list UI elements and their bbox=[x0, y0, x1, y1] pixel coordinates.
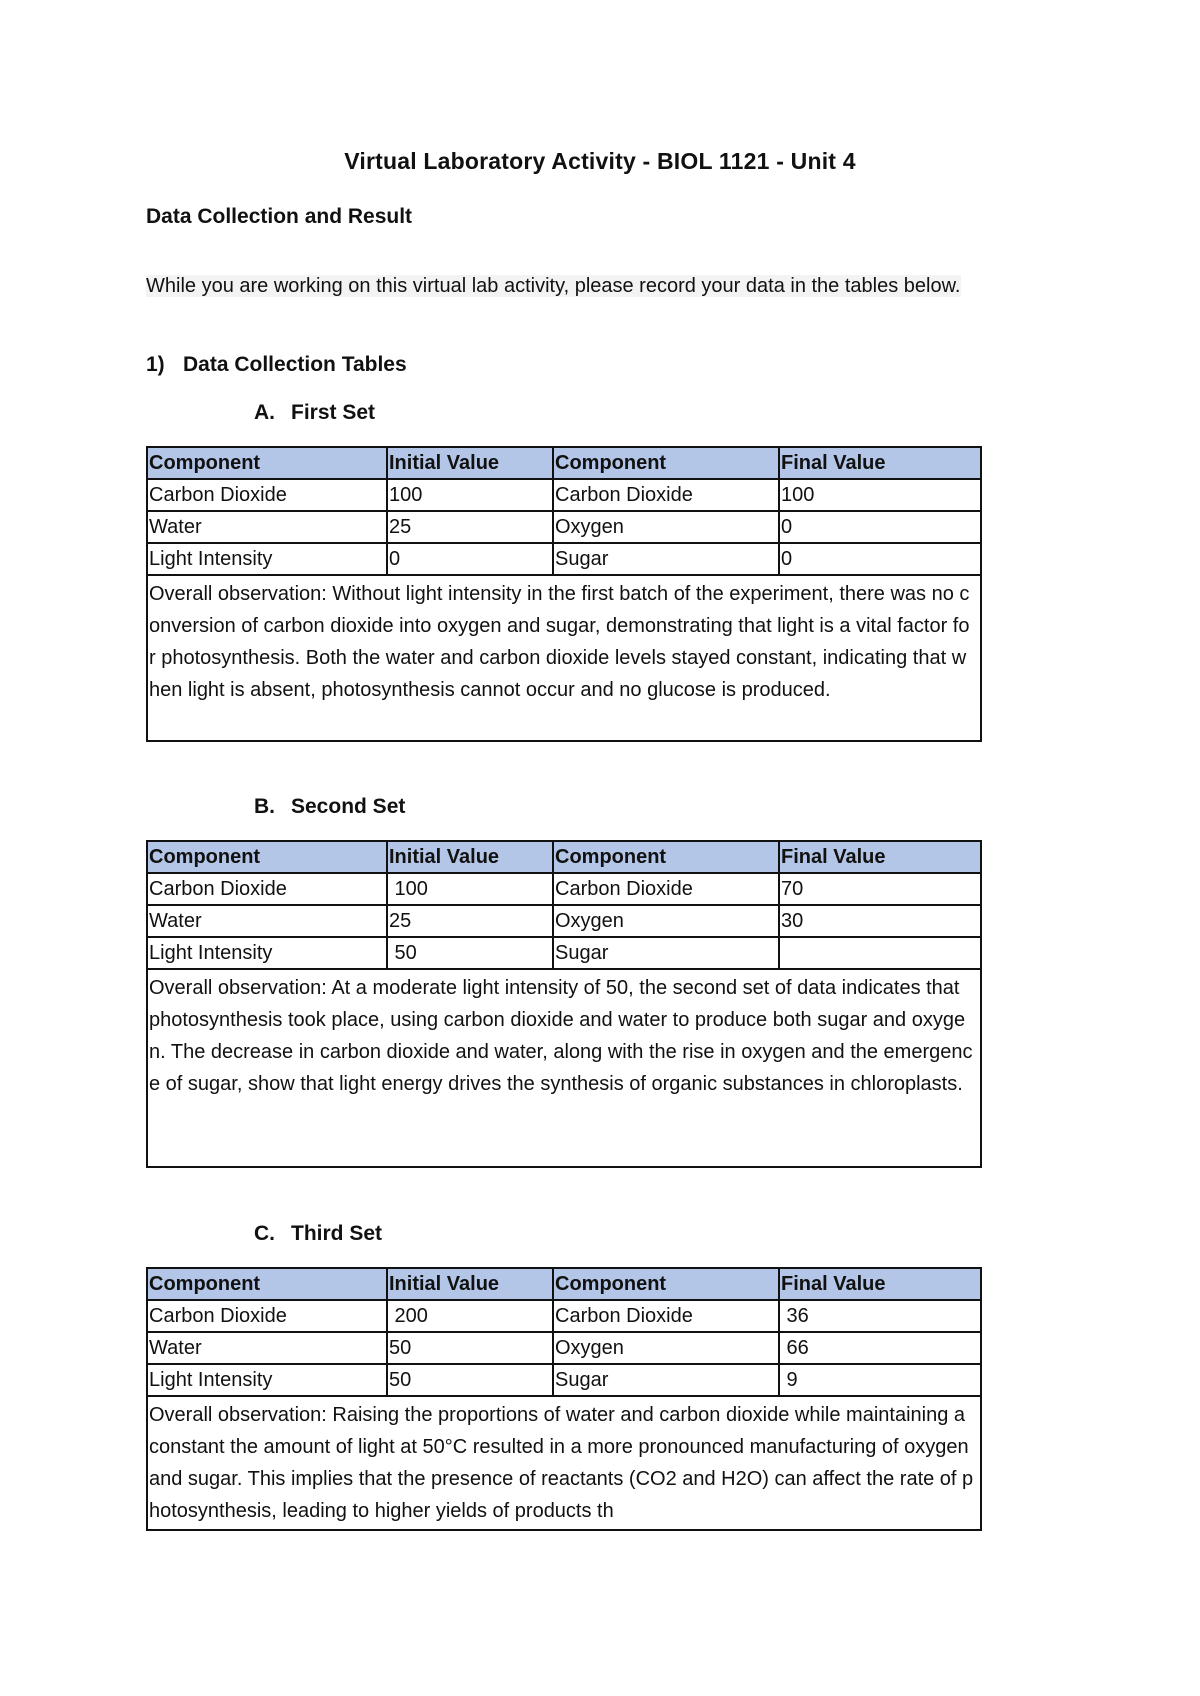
first-set-table bbox=[146, 446, 982, 742]
set-letter: C. bbox=[254, 1222, 275, 1245]
table-cell: 30 bbox=[779, 905, 981, 937]
table-cell: Carbon Dioxide bbox=[553, 873, 779, 905]
table-row bbox=[147, 937, 981, 969]
table-cell: Oxygen bbox=[553, 511, 779, 543]
set-name: First Set bbox=[291, 401, 376, 424]
table-row bbox=[147, 543, 981, 575]
table-cell: Sugar bbox=[553, 1364, 779, 1396]
table-cell: 36 bbox=[779, 1300, 981, 1332]
header-cell: Final Value bbox=[779, 447, 981, 479]
table-cell: Water bbox=[147, 1332, 387, 1364]
table-cell: Sugar bbox=[553, 543, 779, 575]
table-cell: 50 bbox=[387, 937, 553, 969]
table-cell: Carbon Dioxide bbox=[553, 1300, 779, 1332]
header-cell: Component bbox=[553, 841, 779, 873]
table-cell: Carbon Dioxide bbox=[147, 1300, 387, 1332]
header-cell: Component bbox=[147, 447, 387, 479]
table-cell: Carbon Dioxide bbox=[553, 479, 779, 511]
header-cell: Component bbox=[147, 1268, 387, 1300]
set-name: Second Set bbox=[291, 795, 406, 818]
set-letter: A. bbox=[254, 401, 275, 424]
table-header-row bbox=[147, 447, 981, 479]
table-cell: Oxygen bbox=[553, 905, 779, 937]
list-heading-text: Data Collection Tables bbox=[183, 353, 407, 376]
set-letter: B. bbox=[254, 795, 275, 818]
observation-row bbox=[147, 969, 981, 1167]
section-heading: Data Collection and Result bbox=[146, 205, 413, 228]
table-cell: Oxygen bbox=[553, 1332, 779, 1364]
table-cell: Light Intensity bbox=[147, 937, 387, 969]
page-title: Virtual Laboratory Activity - BIOL 1121 - Unit 4 bbox=[344, 148, 856, 174]
table-header-row bbox=[147, 841, 981, 873]
header-cell: Component bbox=[553, 447, 779, 479]
table-row bbox=[147, 1300, 981, 1332]
header-cell: Component bbox=[147, 841, 387, 873]
header-cell: Component bbox=[553, 1268, 779, 1300]
observation-row bbox=[147, 575, 981, 741]
table-cell: 70 bbox=[779, 873, 981, 905]
table-cell: Light Intensity bbox=[147, 1364, 387, 1396]
observation-row bbox=[147, 1396, 981, 1530]
table-cell: 50 bbox=[387, 1332, 553, 1364]
observation-cell: Overall observation: At a moderate light intensity of 50, the second set of data indicates that photosynthesis took place, using carbon dioxide and water to produce both sugar and oxygen. The decrease in carbon dioxide and water, along with the rise in oxygen and the emergence of sugar, show that light energy drives the synthesis of organic substances in chloroplasts. bbox=[147, 969, 981, 1167]
header-cell: Initial Value bbox=[387, 447, 553, 479]
third-set-table bbox=[146, 1267, 982, 1531]
table-cell: 100 bbox=[779, 479, 981, 511]
table-cell: 100 bbox=[387, 479, 553, 511]
table-cell: Light Intensity bbox=[147, 543, 387, 575]
table-row bbox=[147, 511, 981, 543]
table-cell: 25 bbox=[387, 905, 553, 937]
list-heading bbox=[146, 353, 407, 377]
table-cell: Water bbox=[147, 511, 387, 543]
table-cell: Water bbox=[147, 905, 387, 937]
intro-text: While you are working on this virtual lab activity, please record your data in the tables below. bbox=[146, 275, 961, 297]
table-cell bbox=[779, 937, 981, 969]
set-name: Third Set bbox=[291, 1222, 383, 1245]
second-set-table bbox=[146, 840, 982, 1168]
table-cell: Carbon Dioxide bbox=[147, 873, 387, 905]
table-cell: 0 bbox=[779, 543, 981, 575]
table-cell: 25 bbox=[387, 511, 553, 543]
table-cell: 66 bbox=[779, 1332, 981, 1364]
table-cell: 200 bbox=[387, 1300, 553, 1332]
observation-cell: Overall observation: Without light intensity in the first batch of the experiment, there was no conversion of carbon dioxide into oxygen and sugar, demonstrating that light is a vital factor for photosynthesis. Both the water and carbon dioxide levels stayed constant, indicating that when light is absent, photosynthesis cannot occur and no glucose is produced. bbox=[147, 575, 981, 741]
observation-cell: Overall observation: Raising the proportions of water and carbon dioxide while maintaining a constant the amount of light at 50°C resulted in a more pronounced manufacturing of oxygen and sugar. This implies that the presence of reactants (CO2 and H2O) can affect the rate of photosynthesis, leading to higher yields of products th bbox=[147, 1396, 981, 1530]
table-cell: 0 bbox=[387, 543, 553, 575]
table-cell: 0 bbox=[779, 511, 981, 543]
table-cell: 9 bbox=[779, 1364, 981, 1396]
table-header-row bbox=[147, 1268, 981, 1300]
table-cell: Carbon Dioxide bbox=[147, 479, 387, 511]
table-row bbox=[147, 905, 981, 937]
header-cell: Final Value bbox=[779, 1268, 981, 1300]
table-row bbox=[147, 1332, 981, 1364]
intro-paragraph bbox=[146, 270, 1016, 302]
list-number: 1) bbox=[146, 353, 165, 376]
table-row bbox=[147, 479, 981, 511]
table-cell: 100 bbox=[387, 873, 553, 905]
table-row bbox=[147, 873, 981, 905]
set-c-heading bbox=[254, 1222, 382, 1246]
set-a-heading bbox=[254, 401, 375, 425]
table-row bbox=[147, 1364, 981, 1396]
header-cell: Final Value bbox=[779, 841, 981, 873]
header-cell: Initial Value bbox=[387, 841, 553, 873]
table-cell: Sugar bbox=[553, 937, 779, 969]
table-cell: 50 bbox=[387, 1364, 553, 1396]
header-cell: Initial Value bbox=[387, 1268, 553, 1300]
set-b-heading bbox=[254, 795, 405, 819]
